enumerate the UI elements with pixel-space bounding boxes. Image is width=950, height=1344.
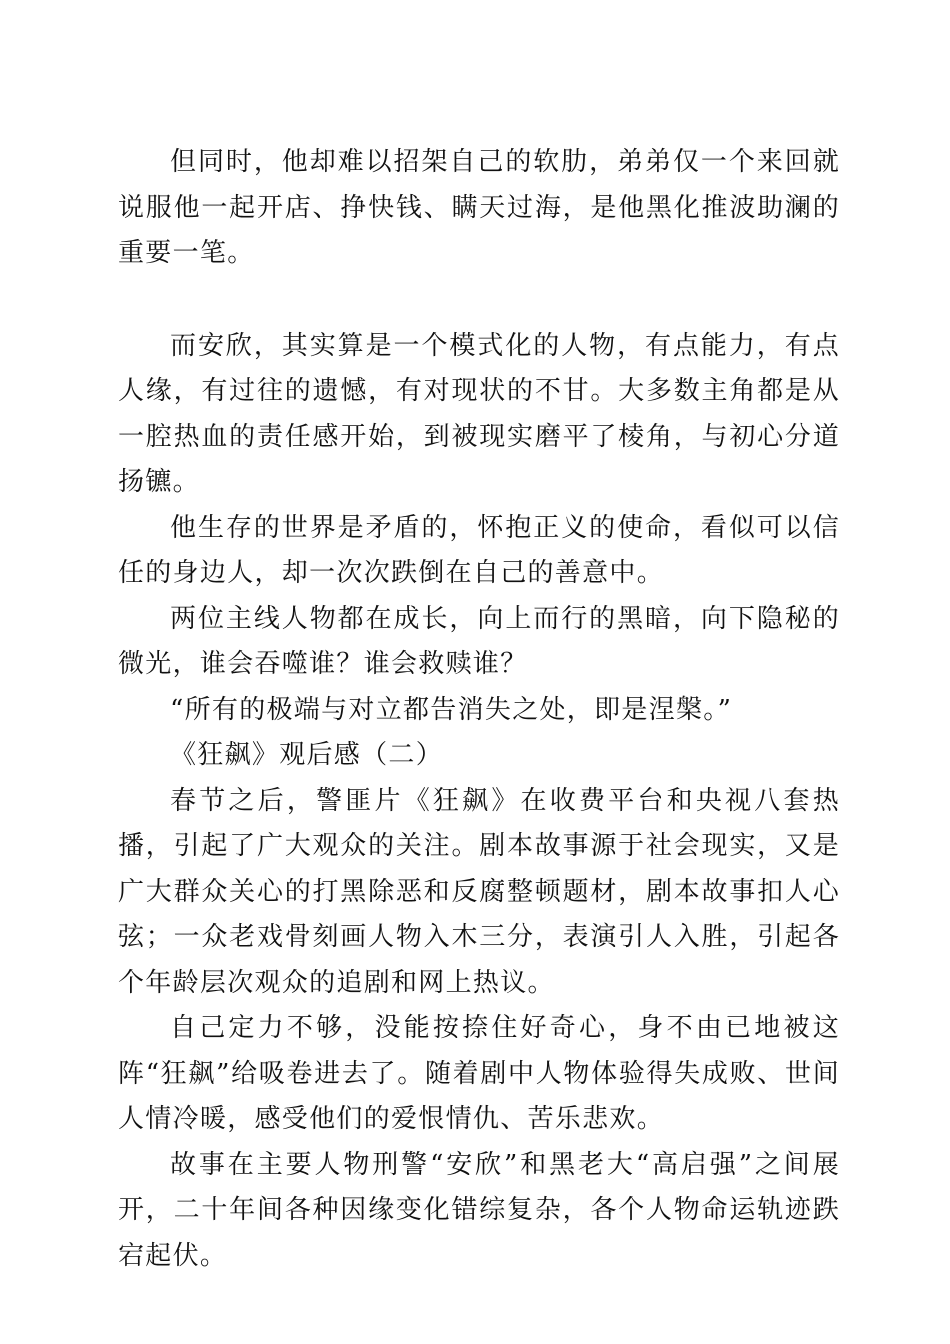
paragraph-spacer (118, 277, 840, 324)
paragraph-after-spring-festival: 春节之后，警匪片《狂飙》在收费平台和央视八套热播，引起了广大观众的关注。剧本故事源于社会现实，又是广大群众关心的打黑除恶和反腐整顿题材，剧本故事扣人心弦；一众老戏骨刻画人物入木三分，表演引人入胜，引起各个年龄层次观众的追剧和网上热议。 (118, 785, 840, 998)
paragraph-nirvana-quote: “所有的极端与对立都告消失之处，即是涅槃。” (170, 694, 733, 725)
document-page (118, 140, 840, 1279)
paragraph-two-protagonists: 两位主线人物都在成长，向上而行的黑暗，向下隐秘的微光，谁会吞噬谁？谁会救赎谁？ (118, 603, 840, 679)
paragraph-story-unfolds: 故事在主要人物刑警“安欣”和黑老大“高启强”之间展开，二十年间各种因缘变化错综复杂，各个人物命运轨迹跌宕起伏。 (118, 1149, 840, 1271)
paragraph-anxin-character: 而安欣，其实算是一个模式化的人物，有点能力，有点人缘，有过往的遗憾，有对现状的不甘。大多数主角都是从一腔热血的责任感开始，到被现实磨平了棱角，与初心分道扬镳。 (118, 330, 840, 497)
paragraph-self-reflection: 自己定力不够，没能按捺住好奇心，身不由已地被这阵“狂飙”给吸卷进去了。随着剧中人物体验得失成败、世间人情冷暖，感受他们的爱恨情仇、苦乐悲欢。 (118, 1013, 840, 1134)
section-heading: 《狂飙》观后感（二） (170, 740, 444, 770)
paragraph-contradictory-world: 他生存的世界是矛盾的，怀抱正义的使命，看似可以信任的身边人，却一次次跌倒在自己的善意中。 (118, 512, 840, 588)
paragraph-gaoqiqiang-weakness: 但同时，他却难以招架自己的软肋，弟弟仅一个来回就说服他一起开店、挣快钱、瞒天过海，是他黑化推波助澜的重要一笔。 (118, 147, 840, 268)
